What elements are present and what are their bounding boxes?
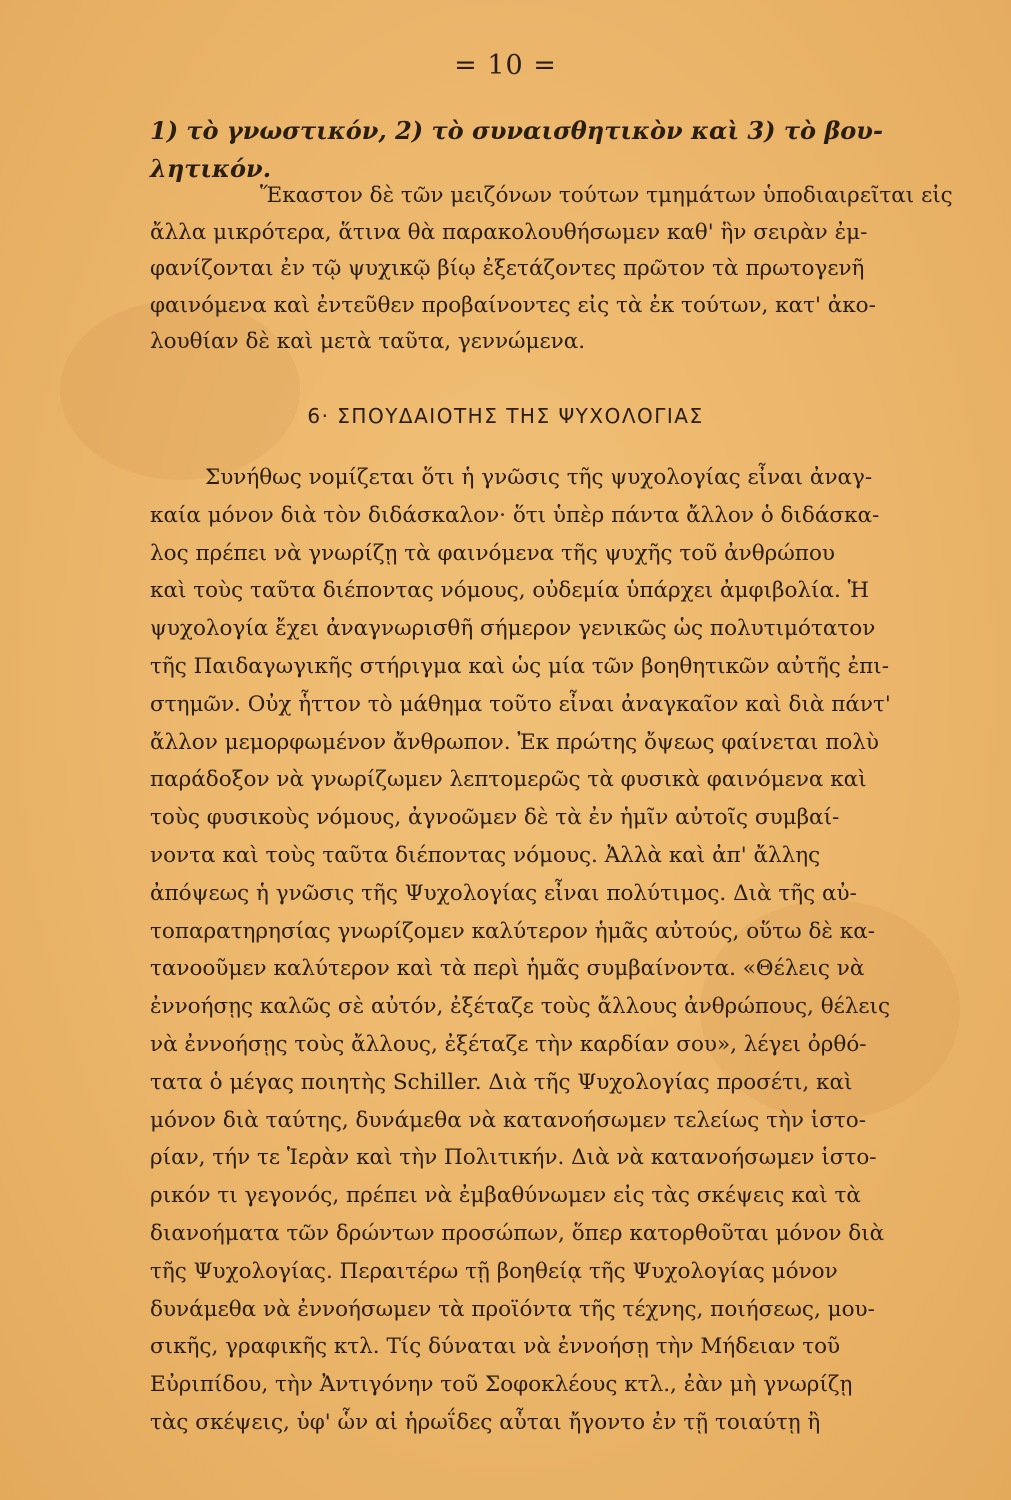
text-line: δυνάμεθα νὰ ἐννοήσωμεν τὰ προϊόντα τῆς τέχνης, ποιήσεως, μου-	[150, 1296, 875, 1322]
text-line: ἐννοήσῃς καλῶς σὲ αὐτόν, ἐξέταζε τοὺς ἄλλους ἀνθρώπους, θέλεις	[150, 994, 891, 1020]
text-line: νοντα καὶ τοὺς ταῦτα διέποντας νόμους. Ἀλλὰ καὶ ἀπ' ἄλλης	[150, 842, 821, 868]
text-line: ἄλλα μικρότερα, ἅτινα θὰ παρακολουθήσωμεν καθ' ἣν σειρὰν ἐμ-	[150, 219, 868, 245]
text-line: σικῆς, γραφικῆς κτλ. Τίς δύναται νὰ ἐννοήσῃ τὴν Μήδειαν τοῦ	[150, 1334, 841, 1360]
text-line: 1) τὸ γνωστικόν, 2) τὸ συναισθητικὸν καὶ 3) τὸ βου-	[150, 116, 883, 145]
text-line: φανίζονται ἐν τῷ ψυχικῷ βίῳ ἐξετάζοντες πρῶτον τὰ πρωτογενῆ	[150, 256, 865, 281]
text-line: καία μόνον διὰ τὸν διδάσκαλον· ὅτι ὑπὲρ πάντα ἄλλον ὁ διδάσκα-	[150, 502, 880, 528]
text-line: παράδοξον νὰ γνωρίζωμεν λεπτομερῶς τὰ φυσικὰ φαινόμενα καὶ	[150, 767, 867, 793]
text-line: τοπαρατηρησίας γνωρίζομεν καλύτερον ἡμᾶς αὐτούς, οὕτω δὲ κα-	[150, 918, 876, 944]
text-line: ρίαν, τήν τε Ἱερὰν καὶ τὴν Πολιτικήν. Διὰ νὰ κατανοήσωμεν ἱστο-	[150, 1145, 877, 1171]
text-line: τῆς Παιδαγωγικῆς στήριγμα καὶ ὡς μία τῶν βοηθητικῶν αὐτῆς ἐπι-	[150, 653, 889, 679]
intro-text	[150, 112, 960, 188]
text-line: νὰ ἐννοήσῃς τοὺς ἄλλους, ἐξέταζε τὴν καρδίαν σου», λέγει ὀρθό-	[150, 1031, 867, 1057]
paragraph	[150, 459, 965, 1442]
text-line: καὶ τοὺς ταῦτα διέποντας νόμους, οὐδεμία ὑπάρχει ἀμφιβολία. Ἡ	[150, 578, 869, 604]
text-line: τατα ὁ μέγας ποιητὴς Schiller. Διὰ τῆς Ψυχολογίας προσέτι, καὶ	[150, 1069, 853, 1095]
text-line: Ἕκαστον δὲ τῶν μειζόνων τούτων τμημάτων ὑποδιαιρεῖται εἰς	[260, 183, 953, 208]
section-heading: 6· ΣΠΟΥΔΑΙΟΤΗΣ ΤΗΣ ΨΥΧΟΛΟΓΙΑΣ	[307, 404, 704, 428]
text-line: τὰς σκέψεις, ὑφ' ὧν αἱ ἡρωΐδες αὗται ἤγοντο ἐν τῇ τοιαύτῃ ἢ	[150, 1409, 821, 1435]
text-line: τῆς Ψυχολογίας. Περαιτέρω τῇ βοηθείᾳ τῆς Ψυχολογίας μόνον	[150, 1258, 838, 1284]
text-line: διανοήματα τῶν δρώντων προσώπων, ὅπερ κατορθοῦται μόνον διὰ	[150, 1220, 885, 1246]
text-line: ἄλλον μεμορφωμένον ἄνθρωπον. Ἐκ πρώτης ὄψεως φαίνεται πολὺ	[150, 729, 879, 755]
text-line: τανοοῦμεν καλύτερον καὶ τὰ περὶ ἡμᾶς συμβαίνοντα. «Θέλεις νὰ	[150, 956, 865, 982]
text-line: φαινόμενα καὶ ἐντεῦθεν προβαίνοντες εἰς τὰ ἐκ τούτων, κατ' ἀκο-	[150, 292, 876, 318]
text-line: Εὐριπίδου, τὴν Ἀντιγόνην τοῦ Σοφοκλέους κτλ., ἐὰν μὴ γνωρίζῃ	[150, 1372, 853, 1398]
text-line: λητικόν.	[150, 154, 272, 183]
text-line: ψυχολογία ἔχει ἀναγνωρισθῆ σήμερον γενικῶς ὡς πολυτιμότατον	[150, 616, 876, 642]
text-line: τοὺς φυσικοὺς νόμους, ἀγνοῶμεν δὲ τὰ ἐν ἡμῖν αὐτοῖς συμβαί-	[150, 805, 840, 831]
text-line: ἀπόψεως ἡ γνῶσις τῆς Ψυχολογίας εἶναι πολύτιμος. Διὰ τῆς αὐ-	[150, 880, 857, 906]
text-line: ρικόν τι γεγονός, πρέπει νὰ ἐμβαθύνωμεν εἰς τὰς σκέψεις καὶ τὰ	[150, 1183, 861, 1209]
text-line: στημῶν. Οὐχ ἧττον τὸ μάθημα τοῦτο εἶναι ἀναγκαῖον καὶ διὰ πάντ'	[150, 691, 891, 717]
text-line: Συνήθως νομίζεται ὅτι ἡ γνῶσις τῆς ψυχολογίας εἶναι ἀναγ-	[205, 465, 873, 490]
page-number: = 10 =	[454, 50, 557, 81]
text-line: λουθίαν δὲ καὶ μετὰ ταῦτα, γεννώμενα.	[150, 329, 586, 354]
text-line: μόνον διὰ ταύτης, δυνάμεθα νὰ κατανοήσωμεν τελείως τὴν ἱστο-	[150, 1107, 866, 1133]
text-line: λος πρέπει νὰ γνωρίζῃ τὰ φαινόμενα τῆς ψυχῆς τοῦ ἀνθρώπου	[150, 540, 835, 566]
paragraph	[150, 178, 965, 361]
